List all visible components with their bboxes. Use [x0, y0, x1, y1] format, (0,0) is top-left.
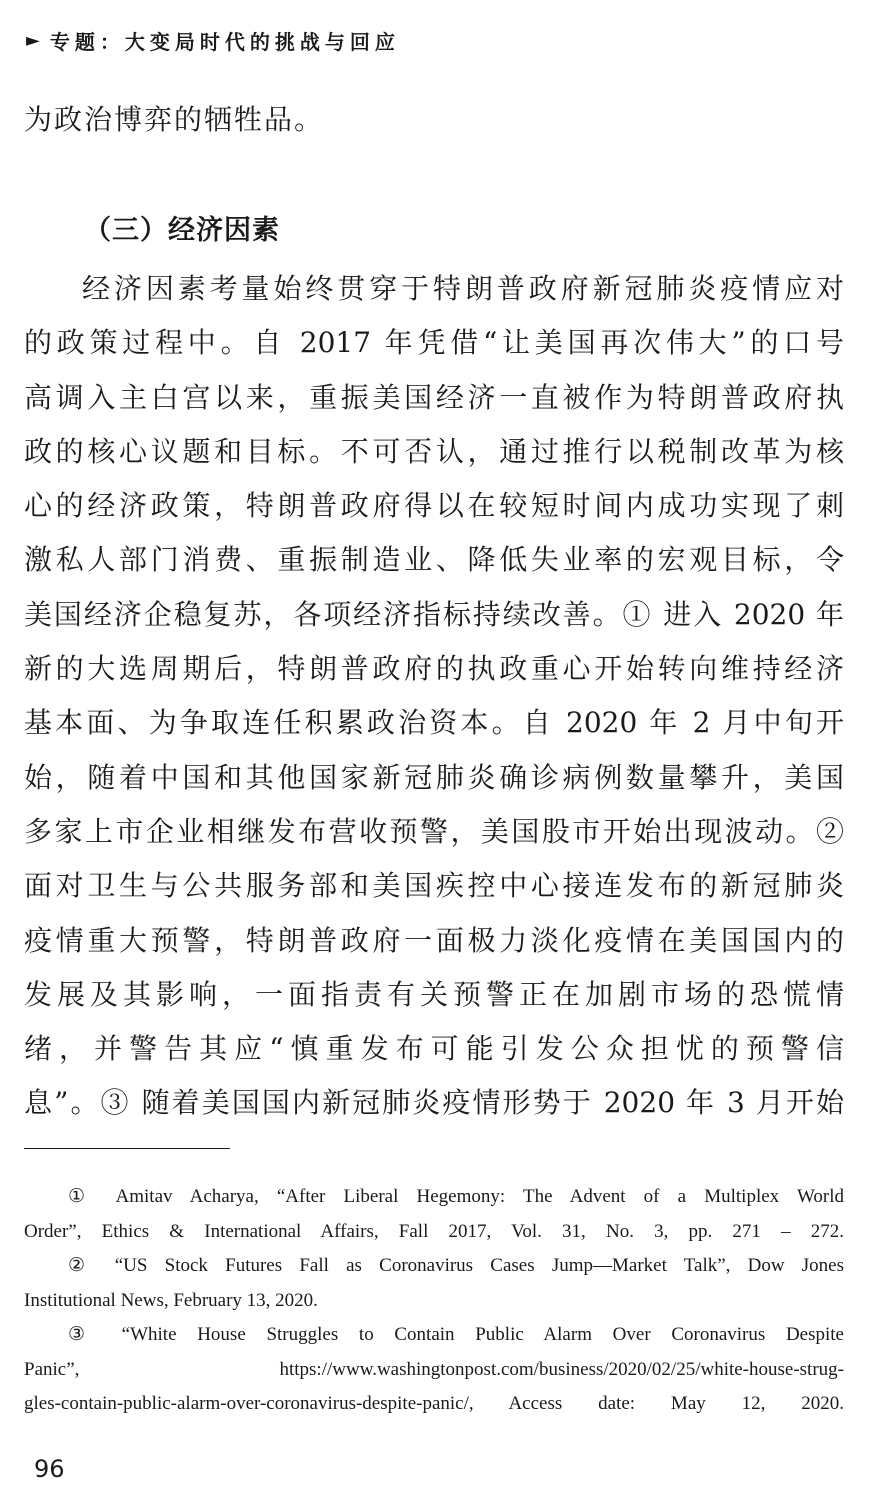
body-line: 经济因素考量始终贯穿于特朗普政府新冠肺炎疫情应对 [82, 272, 844, 305]
footnote-line: ① Amitav Acharya, “After Liberal Hegemony: The Advent of a Multiplex World [68, 1186, 844, 1207]
body-line: 息”。③ 随着美国国内新冠肺炎疫情形势于 2020 年 3 月开始 [24, 1086, 844, 1120]
continuation-text: 为政治博弈的牺牲品。 [24, 103, 325, 136]
body-line: 始，随着中国和其他国家新冠肺炎确诊病例数量攀升，美国 [24, 760, 844, 794]
body-line: 绪，并警告其应“慎重发布可能引发公众担忧的预警信 [24, 1032, 844, 1066]
body-line: 多家上市企业相继发布营收预警，美国股市开始出现波动。② [24, 814, 844, 848]
footnote-line: Order”, Ethics & International Affairs, Fall 2017, Vol. 31, No. 3, pp. 271 – 272. [24, 1220, 844, 1242]
body-line: 高调入主白宫以来，重振美国经济一直被作为特朗普政府执 [24, 380, 844, 414]
footnote-line: Panic”, https://www.washingtonpost.com/business/2020/02/25/white-house-strug- [24, 1358, 844, 1380]
body-line: 基本面、为争取连任积累政治资本。自 2020 年 2 月中旬开 [24, 706, 844, 740]
body-line: 发展及其影响，一面指责有关预警正在加剧市场的恐慌情 [24, 977, 844, 1011]
footnote-line: Institutional News, February 13, 2020. [24, 1289, 318, 1311]
body-line: 的政策过程中。自 2017 年凭借“让美国再次伟大”的口号 [24, 326, 844, 360]
running-header [26, 26, 400, 55]
running-header-text: 专题：大变局时代的挑战与回应 [49, 30, 400, 54]
body-paragraph [24, 262, 844, 1131]
body-line: 政的核心议题和目标。不可否认，通过推行以税制改革为核 [24, 434, 844, 468]
section-heading: （三）经济因素 [84, 215, 280, 246]
footnote-line: ② “US Stock Futures Fall as Coronavirus Cases Jump—Market Talk”, Dow Jones [68, 1255, 844, 1276]
body-line: 美国经济企稳复苏，各项经济指标持续改善。① 进入 2020 年 [24, 597, 844, 631]
body-line: 疫情重大预警，特朗普政府一面极力淡化疫情在美国国内的 [24, 923, 844, 957]
page-number: 96 [34, 1455, 65, 1483]
triangle-marker-icon: ► [26, 30, 40, 51]
body-line: 面对卫生与公共服务部和美国疾控中心接连发布的新冠肺炎 [24, 869, 844, 903]
body-line: 心的经济政策，特朗普政府得以在较短时间内成功实现了刺 [24, 489, 844, 523]
body-line: 新的大选周期后，特朗普政府的执政重心开始转向维持经济 [24, 652, 844, 686]
footnote-line: ③ “White House Struggles to Contain Public Alarm Over Coronavirus Despite [68, 1324, 844, 1345]
footnote-line: gles-contain-public-alarm-over-coronavirus-despite-panic/, Access date: May 12, 2020. [24, 1393, 844, 1414]
footnote-separator [24, 1148, 230, 1149]
footnotes [24, 1180, 844, 1422]
body-line: 激私人部门消费、重振制造业、降低失业率的宏观目标，令 [24, 543, 844, 577]
